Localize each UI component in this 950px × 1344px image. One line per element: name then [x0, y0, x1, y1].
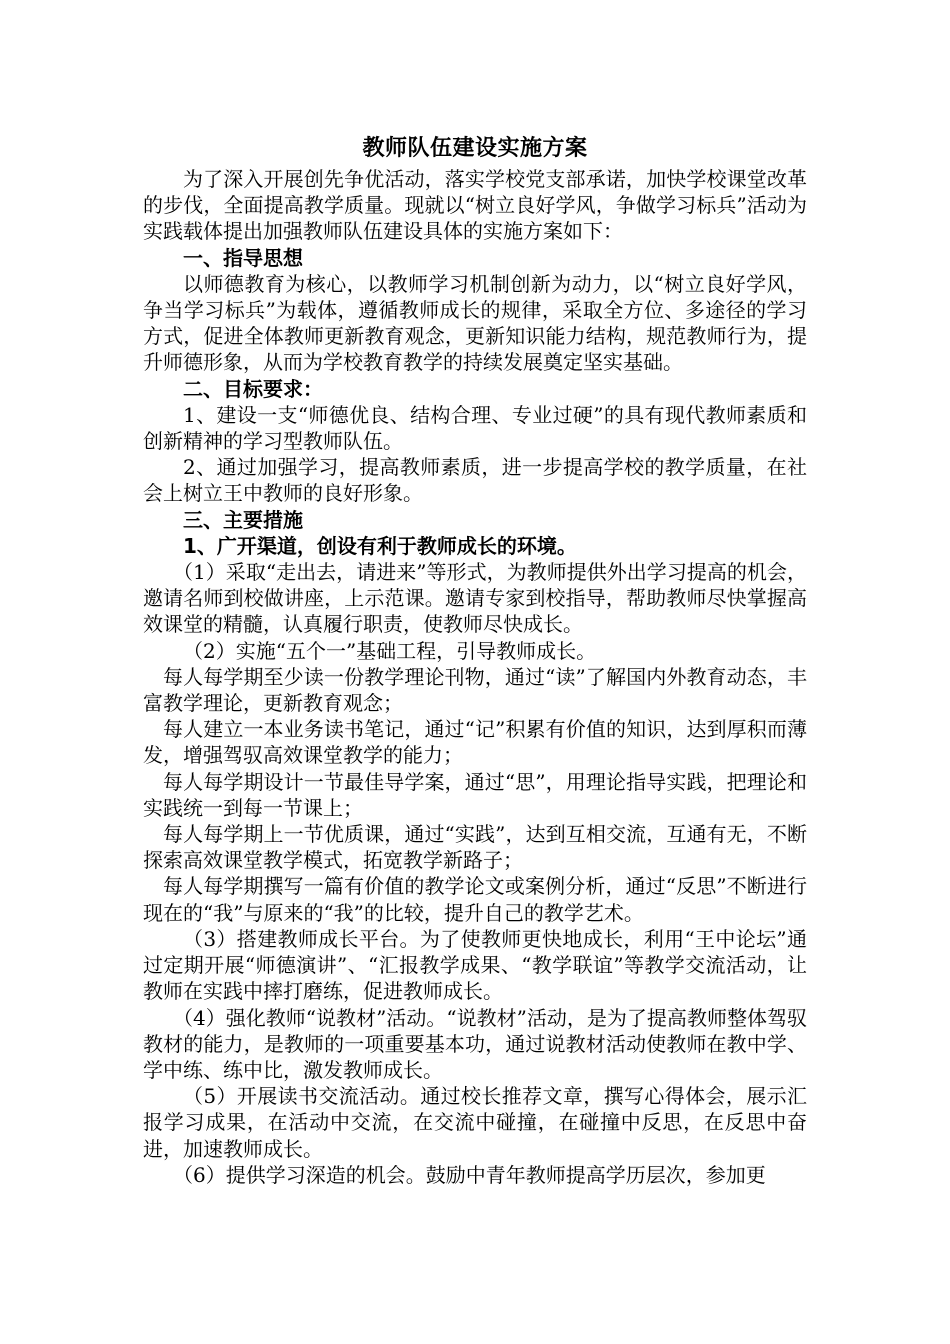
- five-one-item: 每人每学期至少读一份教学理论刊物，通过“读”了解国内外教育动态，丰富教学理论，更新教育观念；: [143, 664, 807, 716]
- measure-item-2: （2）实施“五个一”基础工程，引导教师成长。: [183, 638, 597, 663]
- five-one-item: 每人建立一本业务读书笔记，通过“记”积累有价值的知识，达到厚积而薄发，增强驾驭高效课堂教学的能力；: [143, 717, 807, 768]
- five-one-item: 每人每学期撰写一篇有价值的教学论文或案例分析，通过“反思”不断进行现在的“我”与原来的“我”的比较，提升自己的教学艺术。: [143, 874, 807, 925]
- goal-item-1: 1、建设一支“师德优良、结构合理、专业过硬”的具有现代教师素质和创新精神的学习型教师队伍。: [143, 402, 807, 454]
- measure-item-3: （3）搭建教师成长平台。为了使教师更快地成长，利用“王中论坛”通过定期开展“师德演讲”、“汇报教学成果、“教学联谊”等教学交流活动，让教师在实践中摔打磨练，促进教师成长。: [143, 926, 807, 1004]
- document-page: [143, 134, 807, 1188]
- five-one-item: 每人每学期上一节优质课，通过“实践”，达到互相交流，互通有无，不断探索高效课堂教学模式，拓宽教学新路子；: [143, 822, 807, 873]
- section-heading-goals: 二、目标要求：: [183, 376, 323, 401]
- goal-item-2: 2、通过加强学习，提高教师素质，进一步提高学校的教学质量，在社会上树立王中教师的良好形象。: [143, 455, 807, 506]
- five-one-item: 每人每学期设计一节最佳导学案，通过“思”，用理论指导实践，把理论和实践统一到每一节课上；: [143, 769, 807, 820]
- measure-item-5: （5）开展读书交流活动。通过校长推荐文章，撰写心得体会，展示汇报学习成果，在活动中交流，在交流中碰撞，在碰撞中反思，在反思中奋进，加速教师成长。: [143, 1084, 807, 1161]
- measure-item-6: （6）提供学习深造的机会。鼓励中青年教师提高学历层次，参加更: [173, 1162, 766, 1187]
- measure-item-1: （1）采取“走出去，请进来”等形式，为教师提供外出学习提高的机会，邀请名师到校做讲座，上示范课。邀请专家到校指导，帮助教师尽快掌握高效课堂的精髓，认真履行职责，使教师尽快成长。: [143, 560, 807, 637]
- document-title: 教师队伍建设实施方案: [362, 136, 588, 161]
- measure-item-4: （4）强化教师“说教材”活动。“说教材”活动，是为了提高教师整体驾驭教材的能力，是教师的一项重要基本功，通过说教材活动使教师在教中学、学中练、练中比，激发教师成长。: [143, 1005, 807, 1082]
- measures-subheading: 1、广开渠道，创设有利于教师成长的环境。: [183, 533, 577, 558]
- intro-paragraph: 为了深入开展创先争优活动，落实学校党支部承诺，加快学校课堂改革的步伐，全面提高教学质量。现就以“树立良好学风，争做学习标兵”活动为实践载体提出加强教师队伍建设具体的实施方案如下：: [143, 167, 807, 244]
- section-heading-measures: 三、主要措施: [183, 507, 303, 532]
- guiding-ideology-paragraph: 以师德教育为核心，以教师学习机制创新为动力，以“树立良好学风，争当学习标兵”为载体，遵循教师成长的规律，采取全方位、多途径的学习方式，促进全体教师更新教育观念，更新知识能力结构，规范教师行为，提升师德形象，从而为学校教育教学的持续发展奠定坚实基础。: [143, 271, 807, 375]
- section-heading-guiding-ideology: 一、指导思想: [183, 245, 303, 270]
